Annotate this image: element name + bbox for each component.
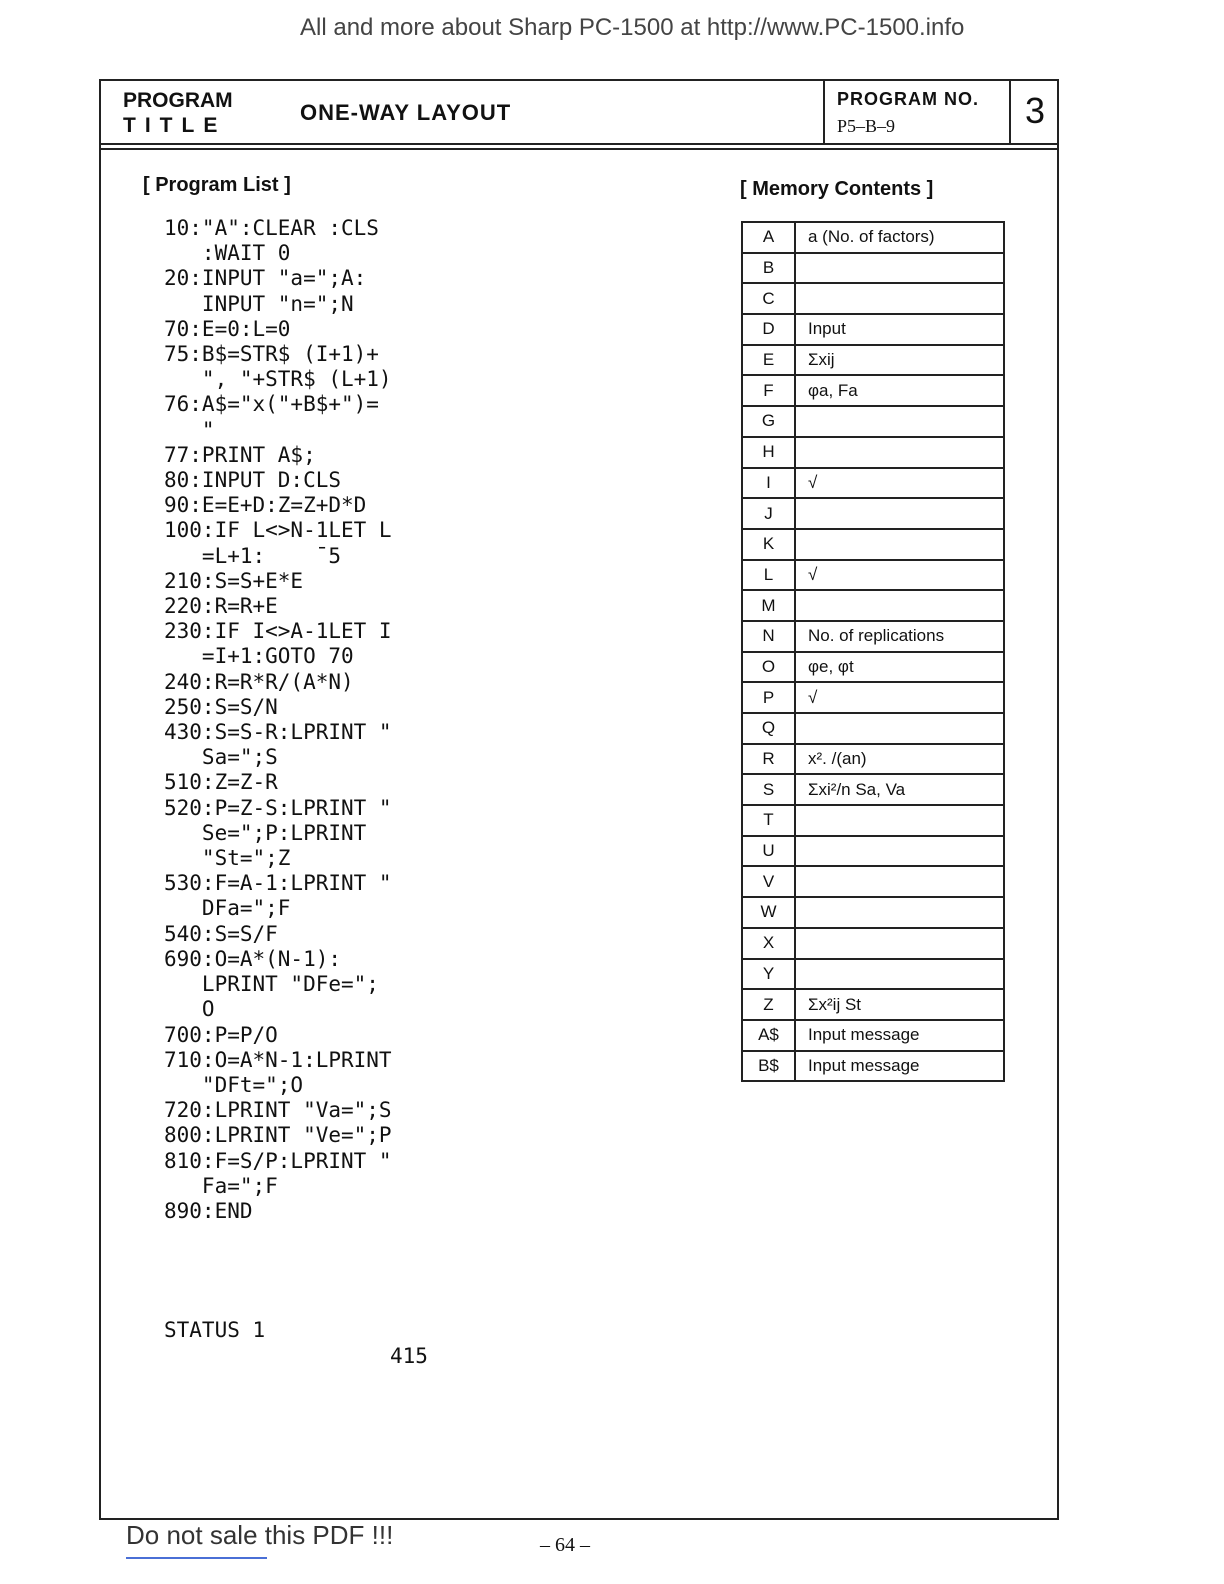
program-title-label-line2: TITLE <box>123 114 227 137</box>
register-name: P <box>742 682 795 713</box>
memory-row <box>742 590 1004 621</box>
memory-row <box>742 253 1004 284</box>
memory-row <box>742 744 1004 775</box>
register-name: V <box>742 866 795 897</box>
memory-row <box>742 805 1004 836</box>
register-name: H <box>742 437 795 468</box>
register-name: N <box>742 621 795 652</box>
memory-row <box>742 652 1004 683</box>
register-description <box>795 590 1004 621</box>
register-description <box>795 805 1004 836</box>
register-name: T <box>742 805 795 836</box>
program-list-heading: [ Program List ] <box>143 174 291 196</box>
memory-row <box>742 774 1004 805</box>
register-description: φe, φt <box>795 652 1004 683</box>
register-name: X <box>742 928 795 959</box>
register-description <box>795 253 1004 284</box>
memory-row <box>742 345 1004 376</box>
memory-row <box>742 314 1004 345</box>
register-description: Input message <box>795 1051 1004 1082</box>
program-number: P5–B–9 <box>837 116 896 136</box>
memory-table <box>741 221 1005 1082</box>
title-divider <box>1009 79 1011 145</box>
register-name: K <box>742 529 795 560</box>
memory-row <box>742 222 1004 253</box>
status-label: STATUS 1 <box>164 1318 266 1342</box>
memory-row <box>742 375 1004 406</box>
register-name: F <box>742 375 795 406</box>
register-description <box>795 498 1004 529</box>
register-description: Input <box>795 314 1004 345</box>
memory-row <box>742 682 1004 713</box>
register-description <box>795 529 1004 560</box>
title-divider <box>823 79 825 145</box>
site-header-link[interactable]: All and more about Sharp PC-1500 at http://www.PC-1500.info <box>300 14 965 41</box>
register-description <box>795 897 1004 928</box>
page-number: – 64 – <box>540 1534 590 1556</box>
memory-row <box>742 928 1004 959</box>
register-description: a (No. of factors) <box>795 222 1004 253</box>
register-description <box>795 866 1004 897</box>
register-description <box>795 959 1004 990</box>
status-value: 415 <box>390 1344 428 1368</box>
memory-row <box>742 468 1004 499</box>
program-title-label <box>123 88 233 138</box>
register-description: Σx²ij St <box>795 989 1004 1020</box>
register-name: Y <box>742 959 795 990</box>
program-title-label-line1: PROGRAM <box>123 89 233 112</box>
register-description: x². /(an) <box>795 744 1004 775</box>
register-description <box>795 437 1004 468</box>
register-description: φa, Fa <box>795 375 1004 406</box>
program-number-label: PROGRAM NO. <box>837 89 980 109</box>
register-description: √ <box>795 468 1004 499</box>
register-name: Z <box>742 989 795 1020</box>
register-name: A$ <box>742 1020 795 1051</box>
register-description: √ <box>795 560 1004 591</box>
memory-row <box>742 406 1004 437</box>
register-description <box>795 406 1004 437</box>
register-description: Σxij <box>795 345 1004 376</box>
memory-row <box>742 437 1004 468</box>
register-name: U <box>742 836 795 867</box>
footer-note-underline <box>126 1557 267 1559</box>
register-name: D <box>742 314 795 345</box>
program-title: ONE-WAY LAYOUT <box>300 100 512 125</box>
memory-row <box>742 560 1004 591</box>
register-description: Σxi²/n Sa, Va <box>795 774 1004 805</box>
register-name: Q <box>742 713 795 744</box>
register-name: R <box>742 744 795 775</box>
memory-row <box>742 897 1004 928</box>
register-description <box>795 928 1004 959</box>
memory-row <box>742 621 1004 652</box>
register-name: G <box>742 406 795 437</box>
title-bar-divider <box>99 148 1059 150</box>
register-name: L <box>742 560 795 591</box>
memory-contents-heading: [ Memory Contents ] <box>740 178 934 200</box>
memory-row <box>742 1051 1004 1082</box>
register-name: E <box>742 345 795 376</box>
memory-row <box>742 529 1004 560</box>
memory-row <box>742 713 1004 744</box>
memory-row <box>742 498 1004 529</box>
register-name: S <box>742 774 795 805</box>
memory-row <box>742 989 1004 1020</box>
memory-row <box>742 1020 1004 1051</box>
memory-row <box>742 959 1004 990</box>
register-name: C <box>742 283 795 314</box>
register-name: B$ <box>742 1051 795 1082</box>
register-description: No. of replications <box>795 621 1004 652</box>
register-name: I <box>742 468 795 499</box>
memory-row <box>742 283 1004 314</box>
memory-row <box>742 866 1004 897</box>
register-name: O <box>742 652 795 683</box>
memory-row <box>742 836 1004 867</box>
footer-note: Do not sale this PDF !!! <box>126 1520 394 1550</box>
page-index: 3 <box>1024 90 1046 131</box>
register-description: Input message <box>795 1020 1004 1051</box>
register-name: A <box>742 222 795 253</box>
register-name: B <box>742 253 795 284</box>
register-description <box>795 836 1004 867</box>
program-listing: 10:"A":CLEAR :CLS :WAIT 0 20:INPUT "a=";A: INPUT "n=";N 70:E=0:L=0 75:B$=STR$ (I+1)+ ", "+STR$ (L+1) 76:A$="x("+B$+")= " 77:PRINT A$; 80:INPUT D:CLS 90:E=E+D:Z=Z+D*D 100:IF L<>N-1LET L =L+1: ¯5 210:S=S+E*E 220:R=R+E 230:IF I<>A-1LET I =I+1:GOTO 70 240:R=R*R/(A*N) 250:S=S/N 430:S=S-R:LPRINT " Sa=";S 510:Z=Z-R 520:P=Z-S:LPRINT " Se=";P:LPRINT "St=";Z 530:F=A-1:LPRINT " DFa=";F 540:S=S/F 690:O=A*(N-1): LPRINT "DFe="; O 700:P=P/O 710:O=A*N-1:LPRINT "DFt=";O 720:LPRINT "Va=";S 800:LPRINT "Ve=";P 810:F=S/P:LPRINT " Fa=";F 890:END <box>164 216 392 1223</box>
register-description <box>795 283 1004 314</box>
register-description: √ <box>795 682 1004 713</box>
register-name: J <box>742 498 795 529</box>
register-description <box>795 713 1004 744</box>
register-name: W <box>742 897 795 928</box>
register-name: M <box>742 590 795 621</box>
